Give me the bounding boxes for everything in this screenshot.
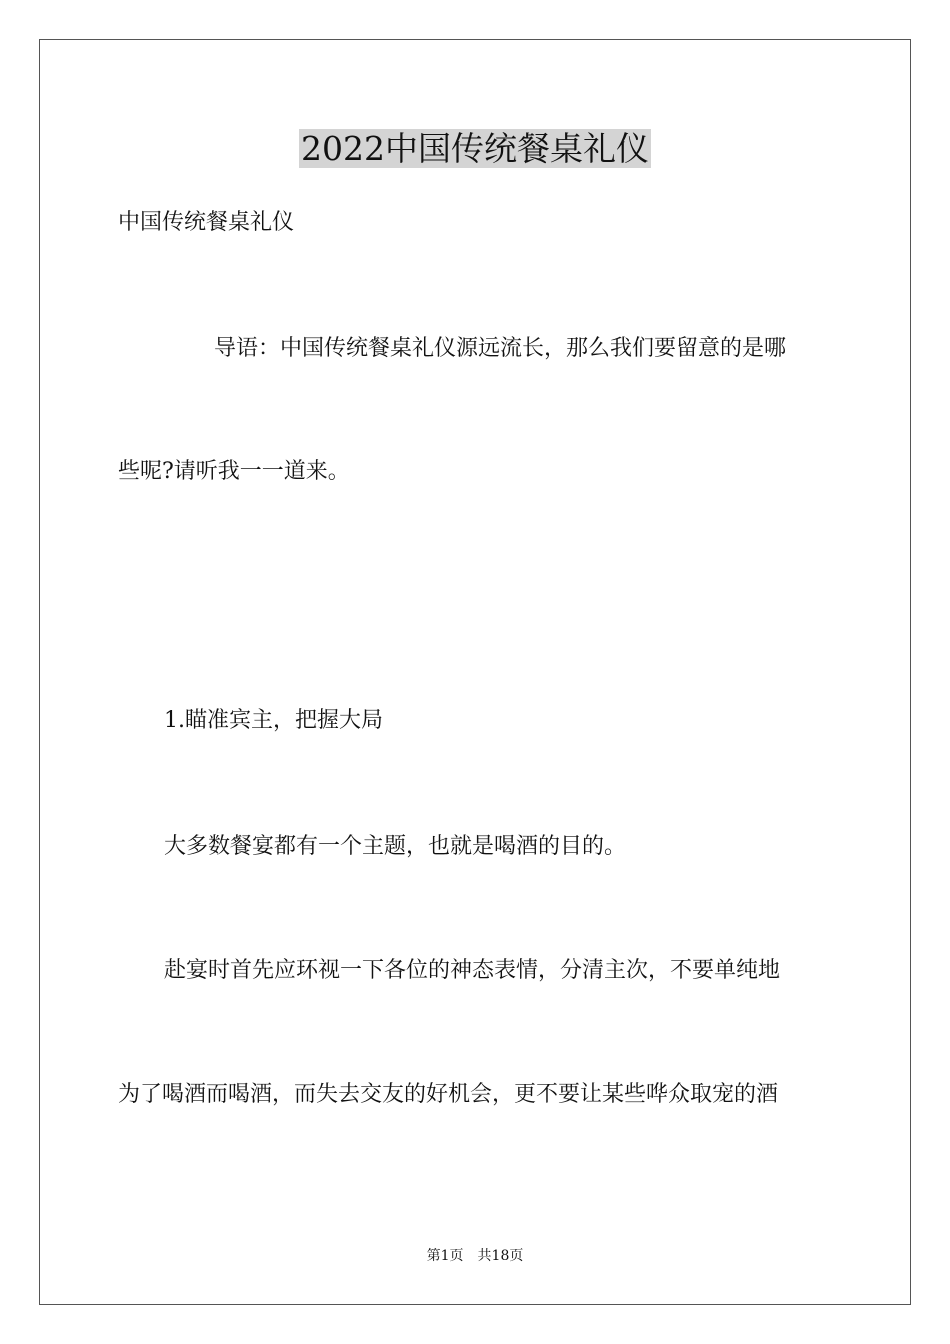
total-pages-label: 共18页 <box>477 1248 524 1264</box>
document-title <box>0 126 950 172</box>
page-footer <box>0 1246 950 1266</box>
section-heading-1: 1.瞄准宾主，把握大局 <box>164 708 383 733</box>
paragraph-line-2: 赴宴时首先应环视一下各位的神态表情，分清主次，不要单纯地 <box>164 958 781 983</box>
intro-line-2: 些呢?请听我一一道来。 <box>118 459 350 484</box>
paragraph-line-1: 大多数餐宴都有一个主题，也就是喝酒的目的。 <box>164 834 627 859</box>
current-page-label: 第1页 <box>426 1248 464 1264</box>
intro-line-1: 导语：中国传统餐桌礼仪源远流长，那么我们要留意的是哪 <box>214 336 787 361</box>
paragraph-line-3: 为了喝酒而喝酒，而失去交友的好机会，更不要让某些哗众取宠的酒 <box>118 1082 779 1107</box>
document-title-text: 2022中国传统餐桌礼仪 <box>301 129 649 168</box>
subtitle-line: 中国传统餐桌礼仪 <box>118 210 295 235</box>
